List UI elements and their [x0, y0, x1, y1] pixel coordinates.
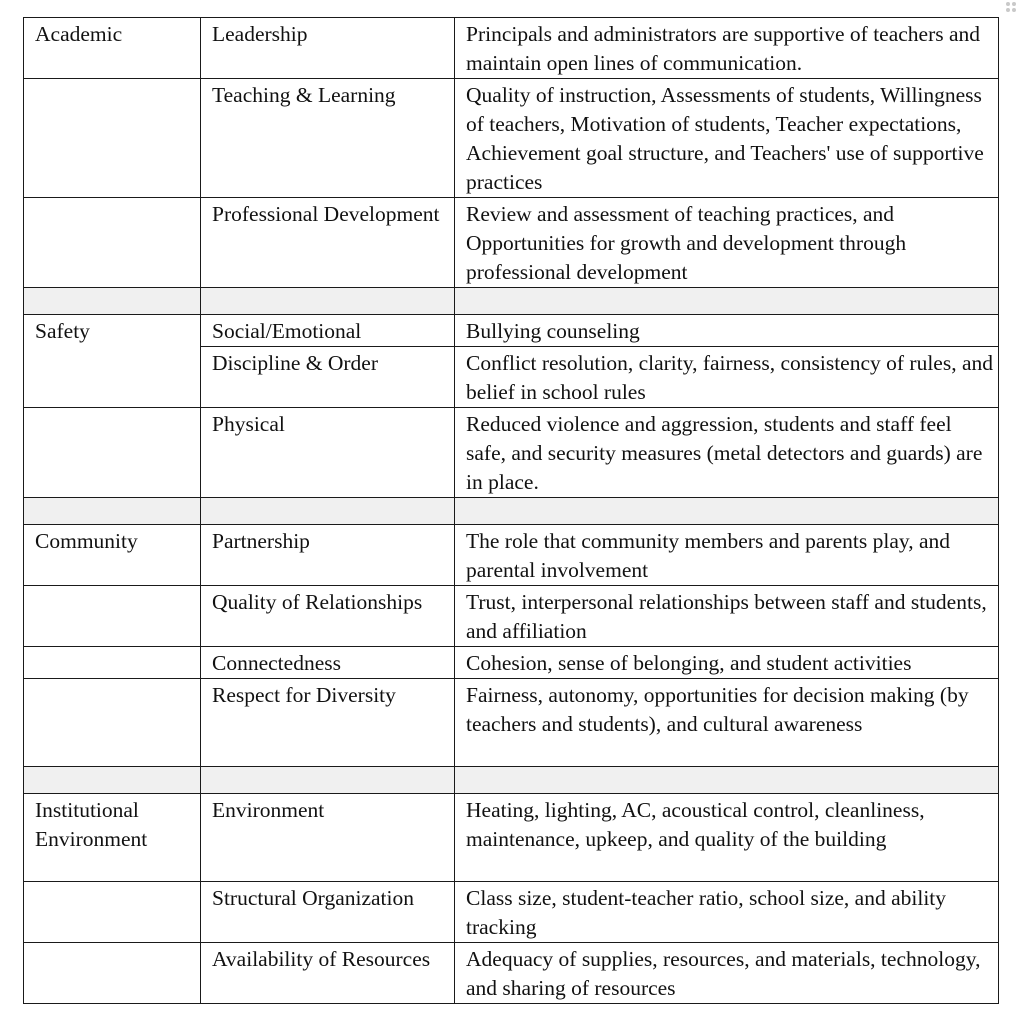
domain-cell-empty	[24, 408, 201, 498]
dimension-cell: Physical	[201, 408, 455, 498]
spacer-cell	[24, 498, 201, 525]
spacer-cell	[24, 767, 201, 794]
spacer-cell	[24, 288, 201, 315]
description-cell: Conflict resolution, clarity, fairness, consistency of rules, and belief in school rules	[455, 347, 999, 408]
dimension-cell: Professional Development	[201, 198, 455, 288]
domain-cell: Institutional Environment	[24, 794, 201, 882]
table-row	[24, 198, 999, 288]
dimension-cell: Social/Emotional	[201, 315, 455, 347]
domain-cell-empty	[24, 882, 201, 943]
domain-cell: Community	[24, 525, 201, 586]
dimension-cell: Leadership	[201, 18, 455, 79]
dimension-cell: Quality of Relationships	[201, 586, 455, 647]
spacer-cell	[201, 288, 455, 315]
description-cell: Class size, student-teacher ratio, school size, and ability tracking	[455, 882, 999, 943]
dimension-cell: Discipline & Order	[201, 347, 455, 408]
table-row	[24, 79, 999, 198]
spacer-row	[24, 767, 999, 794]
description-cell: Fairness, autonomy, opportunities for decision making (by teachers and students), and cultural awareness	[455, 679, 999, 767]
table-row	[24, 882, 999, 943]
table-row	[24, 647, 999, 679]
table-row	[24, 586, 999, 647]
domain-cell: Academic	[24, 18, 201, 79]
spacer-cell	[201, 498, 455, 525]
dimension-cell: Respect for Diversity	[201, 679, 455, 767]
description-cell: Review and assessment of teaching practices, and Opportunities for growth and development through professional development	[455, 198, 999, 288]
domain-cell-empty	[24, 679, 201, 767]
table-row	[24, 315, 999, 347]
domain-cell-empty	[24, 647, 201, 679]
description-cell: The role that community members and parents play, and parental involvement	[455, 525, 999, 586]
description-cell: Bullying counseling	[455, 315, 999, 347]
dimension-cell: Structural Organization	[201, 882, 455, 943]
spacer-cell	[455, 767, 999, 794]
description-cell: Principals and administrators are supportive of teachers and maintain open lines of communication.	[455, 18, 999, 79]
dimension-cell: Environment	[201, 794, 455, 882]
table-row	[24, 943, 999, 1004]
description-cell: Reduced violence and aggression, students and staff feel safe, and security measures (metal detectors and guards) are in place.	[455, 408, 999, 498]
dimension-cell: Teaching & Learning	[201, 79, 455, 198]
description-cell: Trust, interpersonal relationships between staff and students, and affiliation	[455, 586, 999, 647]
dimension-cell: Partnership	[201, 525, 455, 586]
domain-cell-empty	[24, 586, 201, 647]
spacer-cell	[201, 767, 455, 794]
domain-cell: Safety	[24, 315, 201, 408]
spacer-row	[24, 288, 999, 315]
school-climate-table	[23, 17, 999, 1004]
domain-cell-empty	[24, 198, 201, 288]
table-row	[24, 525, 999, 586]
domain-cell-empty	[24, 943, 201, 1004]
dimension-cell: Availability of Resources	[201, 943, 455, 1004]
description-cell: Quality of instruction, Assessments of students, Willingness of teachers, Motivation of students, Teacher expectations, Achievement goal structure, and Teachers' use of supportive practices	[455, 79, 999, 198]
table-row	[24, 408, 999, 498]
drag-handle-icon[interactable]	[1004, 0, 1018, 14]
table-row	[24, 18, 999, 79]
table-row	[24, 794, 999, 882]
description-cell: Adequacy of supplies, resources, and materials, technology, and sharing of resources	[455, 943, 999, 1004]
dimension-cell: Connectedness	[201, 647, 455, 679]
description-cell: Cohesion, sense of belonging, and student activities	[455, 647, 999, 679]
domain-cell-empty	[24, 79, 201, 198]
description-cell: Heating, lighting, AC, acoustical control, cleanliness, maintenance, upkeep, and quality of the building	[455, 794, 999, 882]
spacer-row	[24, 498, 999, 525]
spacer-cell	[455, 498, 999, 525]
table-row	[24, 679, 999, 767]
spacer-cell	[455, 288, 999, 315]
